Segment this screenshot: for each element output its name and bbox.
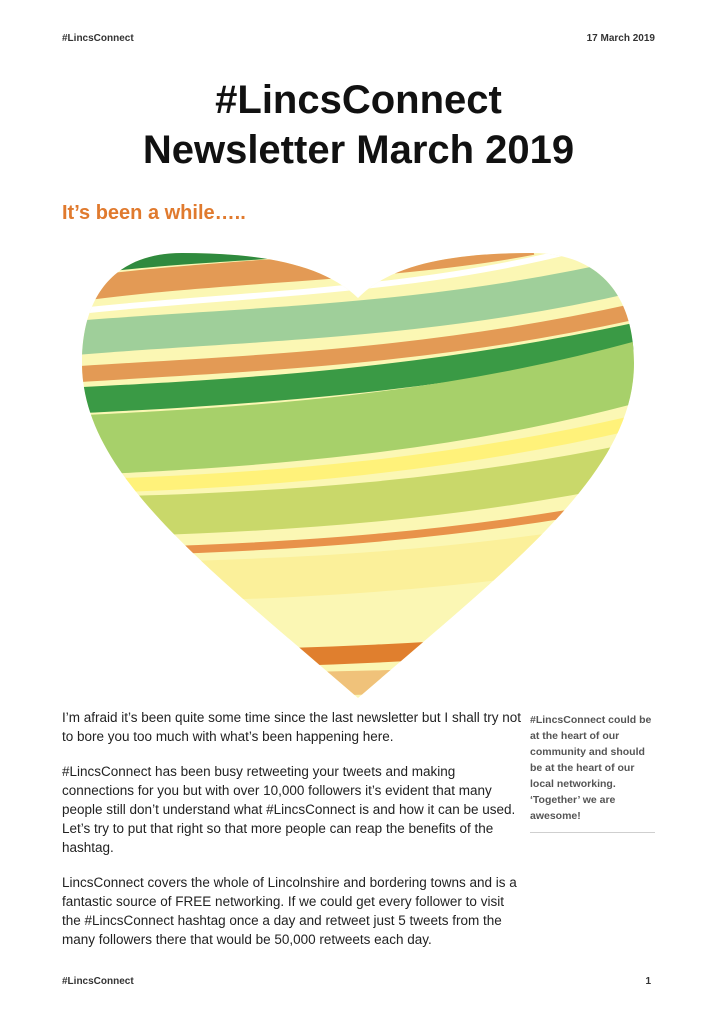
paragraph: LincsConnect covers the whole of Lincolnshire and bordering towns and is a fantastic source of FREE networking. If we could get every follower to visit the #LincsConnect hashtag once a day and retweet just 5 tweets from the many followers there that would be 50,000 retweets each day.	[62, 875, 517, 947]
heart-image	[62, 253, 654, 698]
section-heading: It’s been a while…..	[62, 202, 246, 224]
page-title	[0, 75, 717, 175]
title-line-2: Newsletter March 2019	[142, 128, 575, 172]
footer-left-text: #LincsConnect	[62, 976, 134, 987]
sidebar-pull-quote: #LincsConnect could be at the heart of our community and should be at the heart of our local networking. ‘Together’ we are awesome!	[530, 712, 655, 833]
page-number: 1	[645, 976, 651, 987]
heart-illustration	[62, 253, 654, 698]
article-body	[62, 708, 522, 965]
header-left-text: #LincsConnect	[62, 33, 134, 44]
paragraph: #LincsConnect has been busy retweeting your tweets and making connections for you but with over 10,000 followers it’s evident that many people still don’t understand what #LincsConnect is and how it can be used. Let’s try to put that right so that more people can reap the benefits of the hashtag.	[62, 764, 516, 855]
header-date: 17 March 2019	[586, 33, 655, 44]
title-line-1: #LincsConnect	[215, 78, 502, 122]
paragraph: I’m afraid it’s been quite some time since the last newsletter but I shall try not to bore you too much with what’s been happening here.	[62, 710, 521, 744]
